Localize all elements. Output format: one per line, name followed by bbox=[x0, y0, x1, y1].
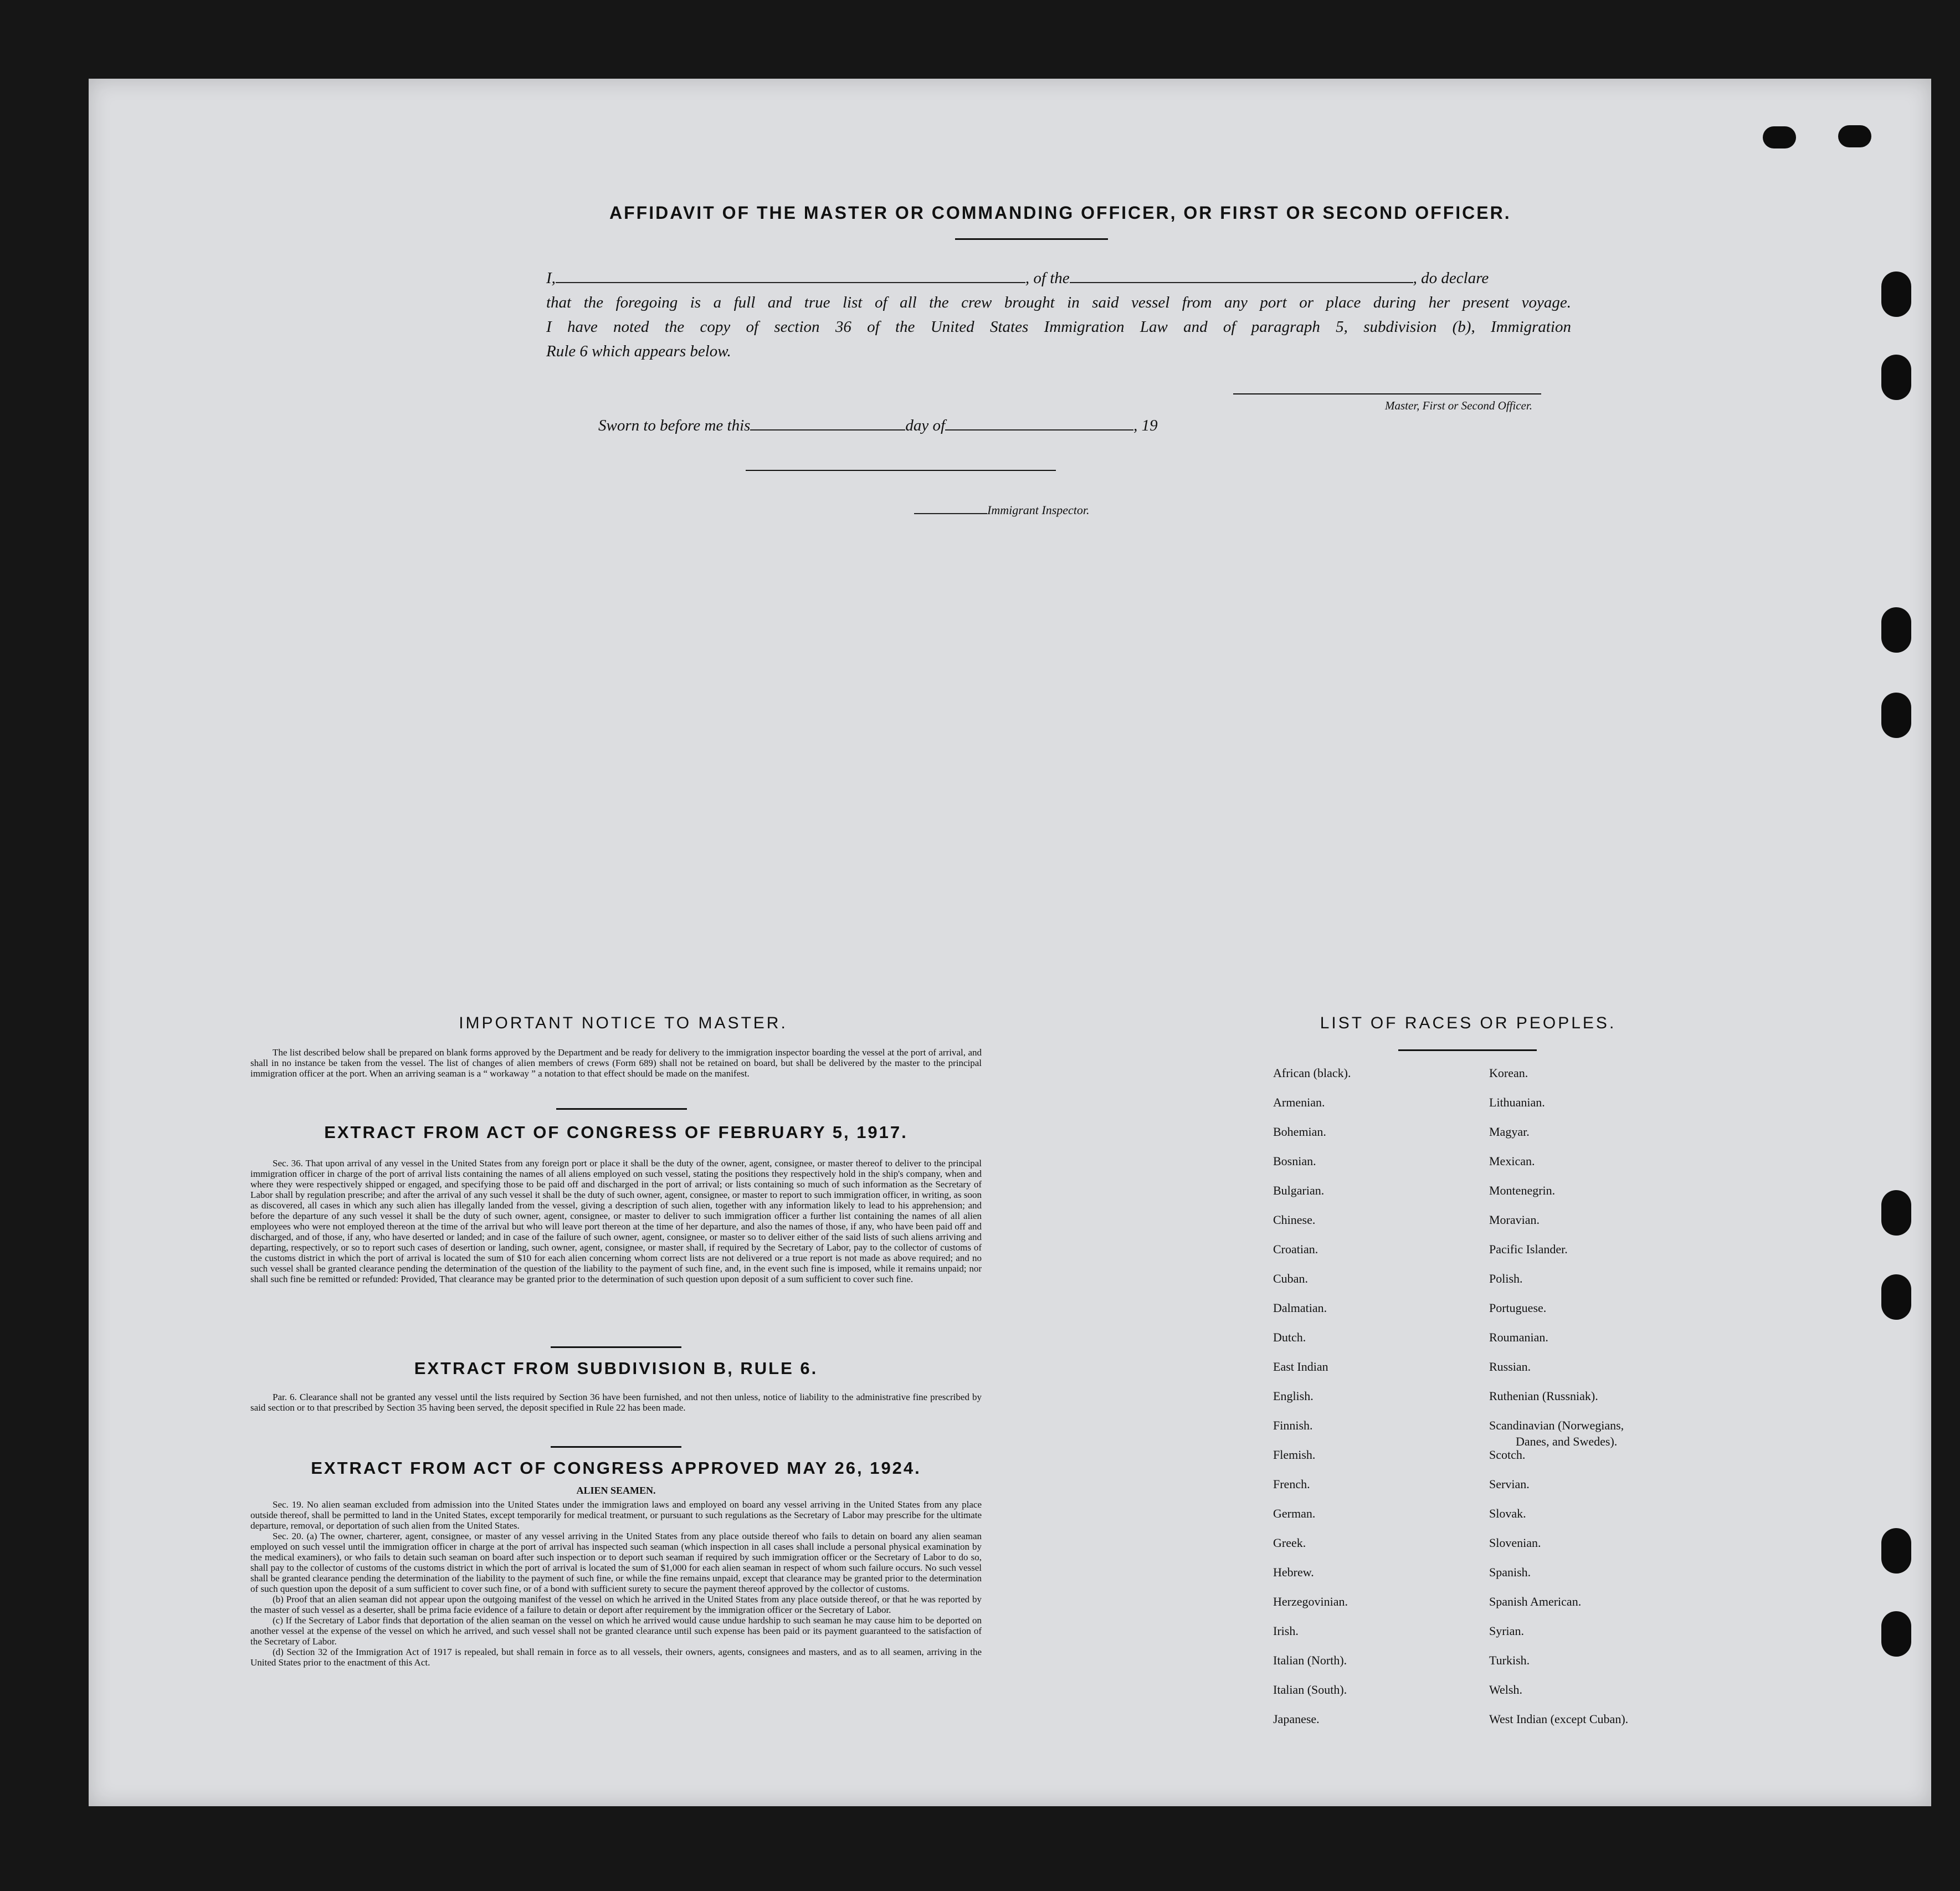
race-item: Moravian. bbox=[1489, 1213, 1540, 1227]
affidavit-line3: I have noted the copy of section 36 of the United States Immigration Law and of paragraph 5, subdivision (b), Immigration bbox=[546, 318, 1571, 336]
race-item: Flemish. bbox=[1273, 1448, 1316, 1462]
affidavit-line2: that the foregoing is a full and true list of all the crew brought in said vessel from any port or place during her present voyage. bbox=[546, 294, 1571, 311]
race-item: Montenegrin. bbox=[1489, 1183, 1556, 1197]
affidavit-title: AFFIDAVIT OF THE MASTER OR COMMANDING OFFICER, OR FIRST OR SECOND OFFICER. bbox=[609, 203, 1511, 223]
sec20d-paragraph: (d) Section 32 of the Immigration Act of 1917 is repealed, but shall remain in force as to all vessels, their owners, agents, consignees and masters, and as to all seamen, arriving in the United States prior to the enactment of this Act. bbox=[250, 1647, 982, 1668]
inspector-blank[interactable] bbox=[914, 505, 987, 514]
punch-hole bbox=[1881, 271, 1911, 317]
race-item: Servian. bbox=[1489, 1477, 1530, 1491]
race-item: Polish. bbox=[1489, 1272, 1523, 1285]
race-item: Russian. bbox=[1489, 1360, 1531, 1374]
race-item: Ruthenian (Russniak). bbox=[1489, 1389, 1598, 1403]
title-rule bbox=[955, 238, 1108, 240]
punch-hole bbox=[1838, 125, 1871, 147]
races-title: LIST OF RACES OR PEOPLES. bbox=[1320, 1014, 1617, 1032]
vessel-blank[interactable] bbox=[1070, 270, 1413, 283]
race-item: Bulgarian. bbox=[1273, 1183, 1325, 1197]
sec20a-paragraph: Sec. 20. (a) The owner, charterer, agent, consignee, or master of any vessel arriving in the United States from any place outside thereof who fails to detain on board any alien seaman employed on such vessel until the immigration officer in charge at the port of arrival has inspected such seaman (which inspection in all cases shall include a personal physical examination by the medical examiners), or who fails to detain such seaman on board after such inspection or to deport such seaman if required by such immigration officer or the Secretary of Labor to do so, shall pay to the collector of customs of the customs district in which the port of arrival is located the sum of $1,000 for each alien seaman in respect of whom such failure occurs. No such vessel shall be granted clearance pending the determination of the liability to the payment of such fine, or while the fine remains unpaid, except that clearance may be granted prior to the determination of such question upon the deposit of a sum sufficient to cover such fine, or of a bond with sufficient surety to secure the payment thereof approved by the collector of customs. bbox=[250, 1531, 982, 1594]
sec36-paragraph: Sec. 36. That upon arrival of any vessel in the United States from any foreign port or place it shall be the duty of the owner, agent, consignee, or master thereof to deliver to the principal immigration officer in charge of the port of arrival lists containing the names of all aliens employed on such vessel, stating the positions they respectively hold in the ship's company, when and where they were respectively shipped or engaged, and specifying those to be paid off and discharged in the port of arrival; or lists containing so much of such information as the Secretary of Labor shall by regulation prescribe; and after the arrival of any such vessel it shall be the duty of such owner, agent, consignee, or master to report to such immigration officer, in writing, as soon as discovered, all cases in which any such alien has illegally landed from the vessel, giving a description of such alien, together with any information likely to lead to his apprehension; and before the departure of any such vessel it shall be the duty of such owner, agent, consignee, or master to deliver to such immigration officer a further list containing the names of all alien employees who were not employed thereon at the time of the arrival but who will leave port thereon at the time of her departure, and also the names of those, if any, who have been paid off and discharged, and of those, if any, who have deserted or landed; and in case of the failure of such owner, agent, consignee, or master so to deliver either of the said lists of such aliens arriving and departing, respectively, or so to report such cases of desertion or landing, such owner, agent, consignee, or master shall, if required by the Secretary of Labor, pay to the collector of customs of the customs district in which the port of arrival is located the sum of $10 for each alien concerning whom correct lists are not delivered or a true report is not made as above required; and no such vessel shall be granted clearance pending the determination of the question of the liability to the payment of such fine, and, in the event such fine is imposed, while it remains unpaid; nor shall such fine be remitted or refunded: Provided, That clearance may be granted prior to the determination of such question upon deposit of a sum sufficient to cover such fine. bbox=[250, 1158, 982, 1284]
race-item: Greek. bbox=[1273, 1536, 1306, 1550]
punch-hole bbox=[1881, 607, 1911, 653]
inspector-label-line bbox=[914, 503, 1090, 517]
punch-hole bbox=[1881, 355, 1911, 400]
race-item: African (black). bbox=[1273, 1066, 1351, 1080]
race-item: Roumanian. bbox=[1489, 1330, 1548, 1344]
race-item: Japanese. bbox=[1273, 1712, 1320, 1726]
sec20b-paragraph: (b) Proof that an alien seaman did not appear upon the outgoing manifest of the vessel on which he arrived in the United States from any place outside thereof, or that he was reported by the master of such vessel as a deserter, shall be prima facie evidence of a failure to detain or deport after requirement by the immigration officer or the Secretary of Labor. bbox=[250, 1594, 982, 1615]
race-item: Bohemian. bbox=[1273, 1125, 1326, 1139]
race-item: Pacific Islander. bbox=[1489, 1242, 1568, 1256]
do-declare-label: , do declare bbox=[1413, 269, 1489, 287]
race-item: French. bbox=[1273, 1477, 1310, 1491]
day-blank[interactable] bbox=[750, 417, 905, 431]
inspector-signature-line bbox=[746, 470, 1056, 471]
notice-paragraph: The list described below shall be prepared on blank forms approved by the Department and be ready for delivery to the immigration inspector boarding the vessel at the port of arrival, and shall in no instance be taken from the vessel. The list of changes of alien members of crews (Form 689) shall not be retained on board, but shall be delivered by the master to the principal immigration officer at the port. When an arriving seaman is a “ workaway ” a notation to that effect should be made on the manifest. bbox=[250, 1047, 982, 1079]
master-signature-line bbox=[1233, 393, 1541, 394]
races-rule bbox=[1398, 1049, 1537, 1051]
month-blank[interactable] bbox=[945, 417, 1133, 431]
of-the-label: , of the bbox=[1025, 269, 1070, 287]
punch-hole bbox=[1881, 1528, 1911, 1574]
race-item: Armenian. bbox=[1273, 1095, 1325, 1109]
sec20c-paragraph: (c) If the Secretary of Labor finds that deportation of the alien seaman on the vessel on which he arrived would cause undue hardship to such seaman he may cause him to be deported on another vessel at the expense of the vessel on which he arrived, and such vessel shall not be granted clearance until such expense has been paid or its payment guaranteed to the satisfaction of the Secretary of Labor. bbox=[250, 1615, 982, 1647]
race-item: Slovak. bbox=[1489, 1506, 1526, 1520]
extract1-text bbox=[250, 1158, 982, 1284]
race-item: Hebrew. bbox=[1273, 1565, 1314, 1579]
race-item: Spanish. bbox=[1489, 1565, 1531, 1579]
i-label: I, bbox=[546, 269, 556, 287]
race-item: Chinese. bbox=[1273, 1213, 1316, 1227]
race-item: Dutch. bbox=[1273, 1330, 1306, 1344]
notice-title: IMPORTANT NOTICE TO MASTER. bbox=[459, 1014, 788, 1032]
race-item: Syrian. bbox=[1489, 1624, 1524, 1638]
extract1-title: EXTRACT FROM ACT OF CONGRESS OF FEBRUARY 5, 1917. bbox=[324, 1123, 908, 1142]
punch-hole bbox=[1763, 126, 1796, 148]
inspector-label: Immigrant Inspector. bbox=[987, 503, 1090, 517]
punch-hole bbox=[1881, 693, 1911, 738]
extract3-title: EXTRACT FROM ACT OF CONGRESS APPROVED MAY 26, 1924. bbox=[311, 1458, 921, 1478]
extract3-text bbox=[250, 1499, 982, 1668]
notice-text bbox=[250, 1047, 982, 1079]
affidavit-line1 bbox=[546, 269, 1489, 288]
sec19-paragraph: Sec. 19. No alien seaman excluded from admission into the United States under the immigration laws and employed on board any vessel arriving in the United States from any place outside thereof, shall be permitted to land in the United States, except temporarily for medical treatment, or pursuant to such regulations as the Secretary of Labor may prescribe for the ultimate departure, removal, or deportation of such alien from the United States. bbox=[250, 1499, 982, 1531]
extract2-rule bbox=[551, 1446, 681, 1448]
sworn-label: Sworn to before me this bbox=[598, 417, 751, 434]
race-item: German. bbox=[1273, 1506, 1316, 1520]
race-item: Irish. bbox=[1273, 1624, 1299, 1638]
race-item: Lithuanian. bbox=[1489, 1095, 1545, 1109]
race-item: Croatian. bbox=[1273, 1242, 1318, 1256]
sworn-line bbox=[598, 417, 1158, 435]
extract2-title: EXTRACT FROM SUBDIVISION B, RULE 6. bbox=[414, 1359, 818, 1378]
race-item: Spanish American. bbox=[1489, 1595, 1582, 1608]
punch-hole bbox=[1881, 1611, 1911, 1657]
extract2-text bbox=[250, 1392, 982, 1413]
race-item: Scandinavian (Norwegians, bbox=[1489, 1418, 1624, 1432]
par6-paragraph: Par. 6. Clearance shall not be granted any vessel until the lists required by Section 36 have been furnished, and not then unless, notice of liability to the administrative fine prescribed by said section or to that prescribed by Section 35 having been served, the deposit specified in Rule 22 has been made. bbox=[250, 1392, 982, 1413]
day-of-label: day of bbox=[905, 417, 946, 434]
master-signature-label: Master, First or Second Officer. bbox=[1385, 399, 1532, 412]
race-item: Italian (North). bbox=[1273, 1653, 1347, 1667]
name-blank[interactable] bbox=[556, 270, 1025, 283]
race-item: Mexican. bbox=[1489, 1154, 1535, 1168]
race-item: Scotch. bbox=[1489, 1448, 1526, 1462]
race-item: Magyar. bbox=[1489, 1125, 1530, 1139]
race-item-scandinavian-cont: Danes, and Swedes). bbox=[1516, 1434, 1618, 1448]
affidavit-line4: Rule 6 which appears below. bbox=[546, 342, 731, 360]
notice-rule bbox=[556, 1108, 687, 1110]
extract3-subtitle: ALIEN SEAMEN. bbox=[576, 1485, 656, 1496]
race-item: Herzegovinian. bbox=[1273, 1595, 1348, 1608]
punch-hole bbox=[1881, 1190, 1911, 1236]
year-label: , 19 bbox=[1133, 417, 1158, 434]
punch-hole bbox=[1881, 1274, 1911, 1320]
race-item: English. bbox=[1273, 1389, 1313, 1403]
race-item: Italian (South). bbox=[1273, 1683, 1347, 1697]
race-item: West Indian (except Cuban). bbox=[1489, 1712, 1629, 1726]
race-item: Korean. bbox=[1489, 1066, 1528, 1080]
extract1-rule bbox=[551, 1346, 681, 1348]
race-item: East Indian bbox=[1273, 1360, 1328, 1374]
race-item: Turkish. bbox=[1489, 1653, 1530, 1667]
race-item: Welsh. bbox=[1489, 1683, 1522, 1697]
race-item: Finnish. bbox=[1273, 1418, 1313, 1432]
race-item: Cuban. bbox=[1273, 1272, 1308, 1285]
race-item: Bosnian. bbox=[1273, 1154, 1316, 1168]
race-item: Portuguese. bbox=[1489, 1301, 1547, 1315]
race-item: Slovenian. bbox=[1489, 1536, 1541, 1550]
race-item: Dalmatian. bbox=[1273, 1301, 1327, 1315]
